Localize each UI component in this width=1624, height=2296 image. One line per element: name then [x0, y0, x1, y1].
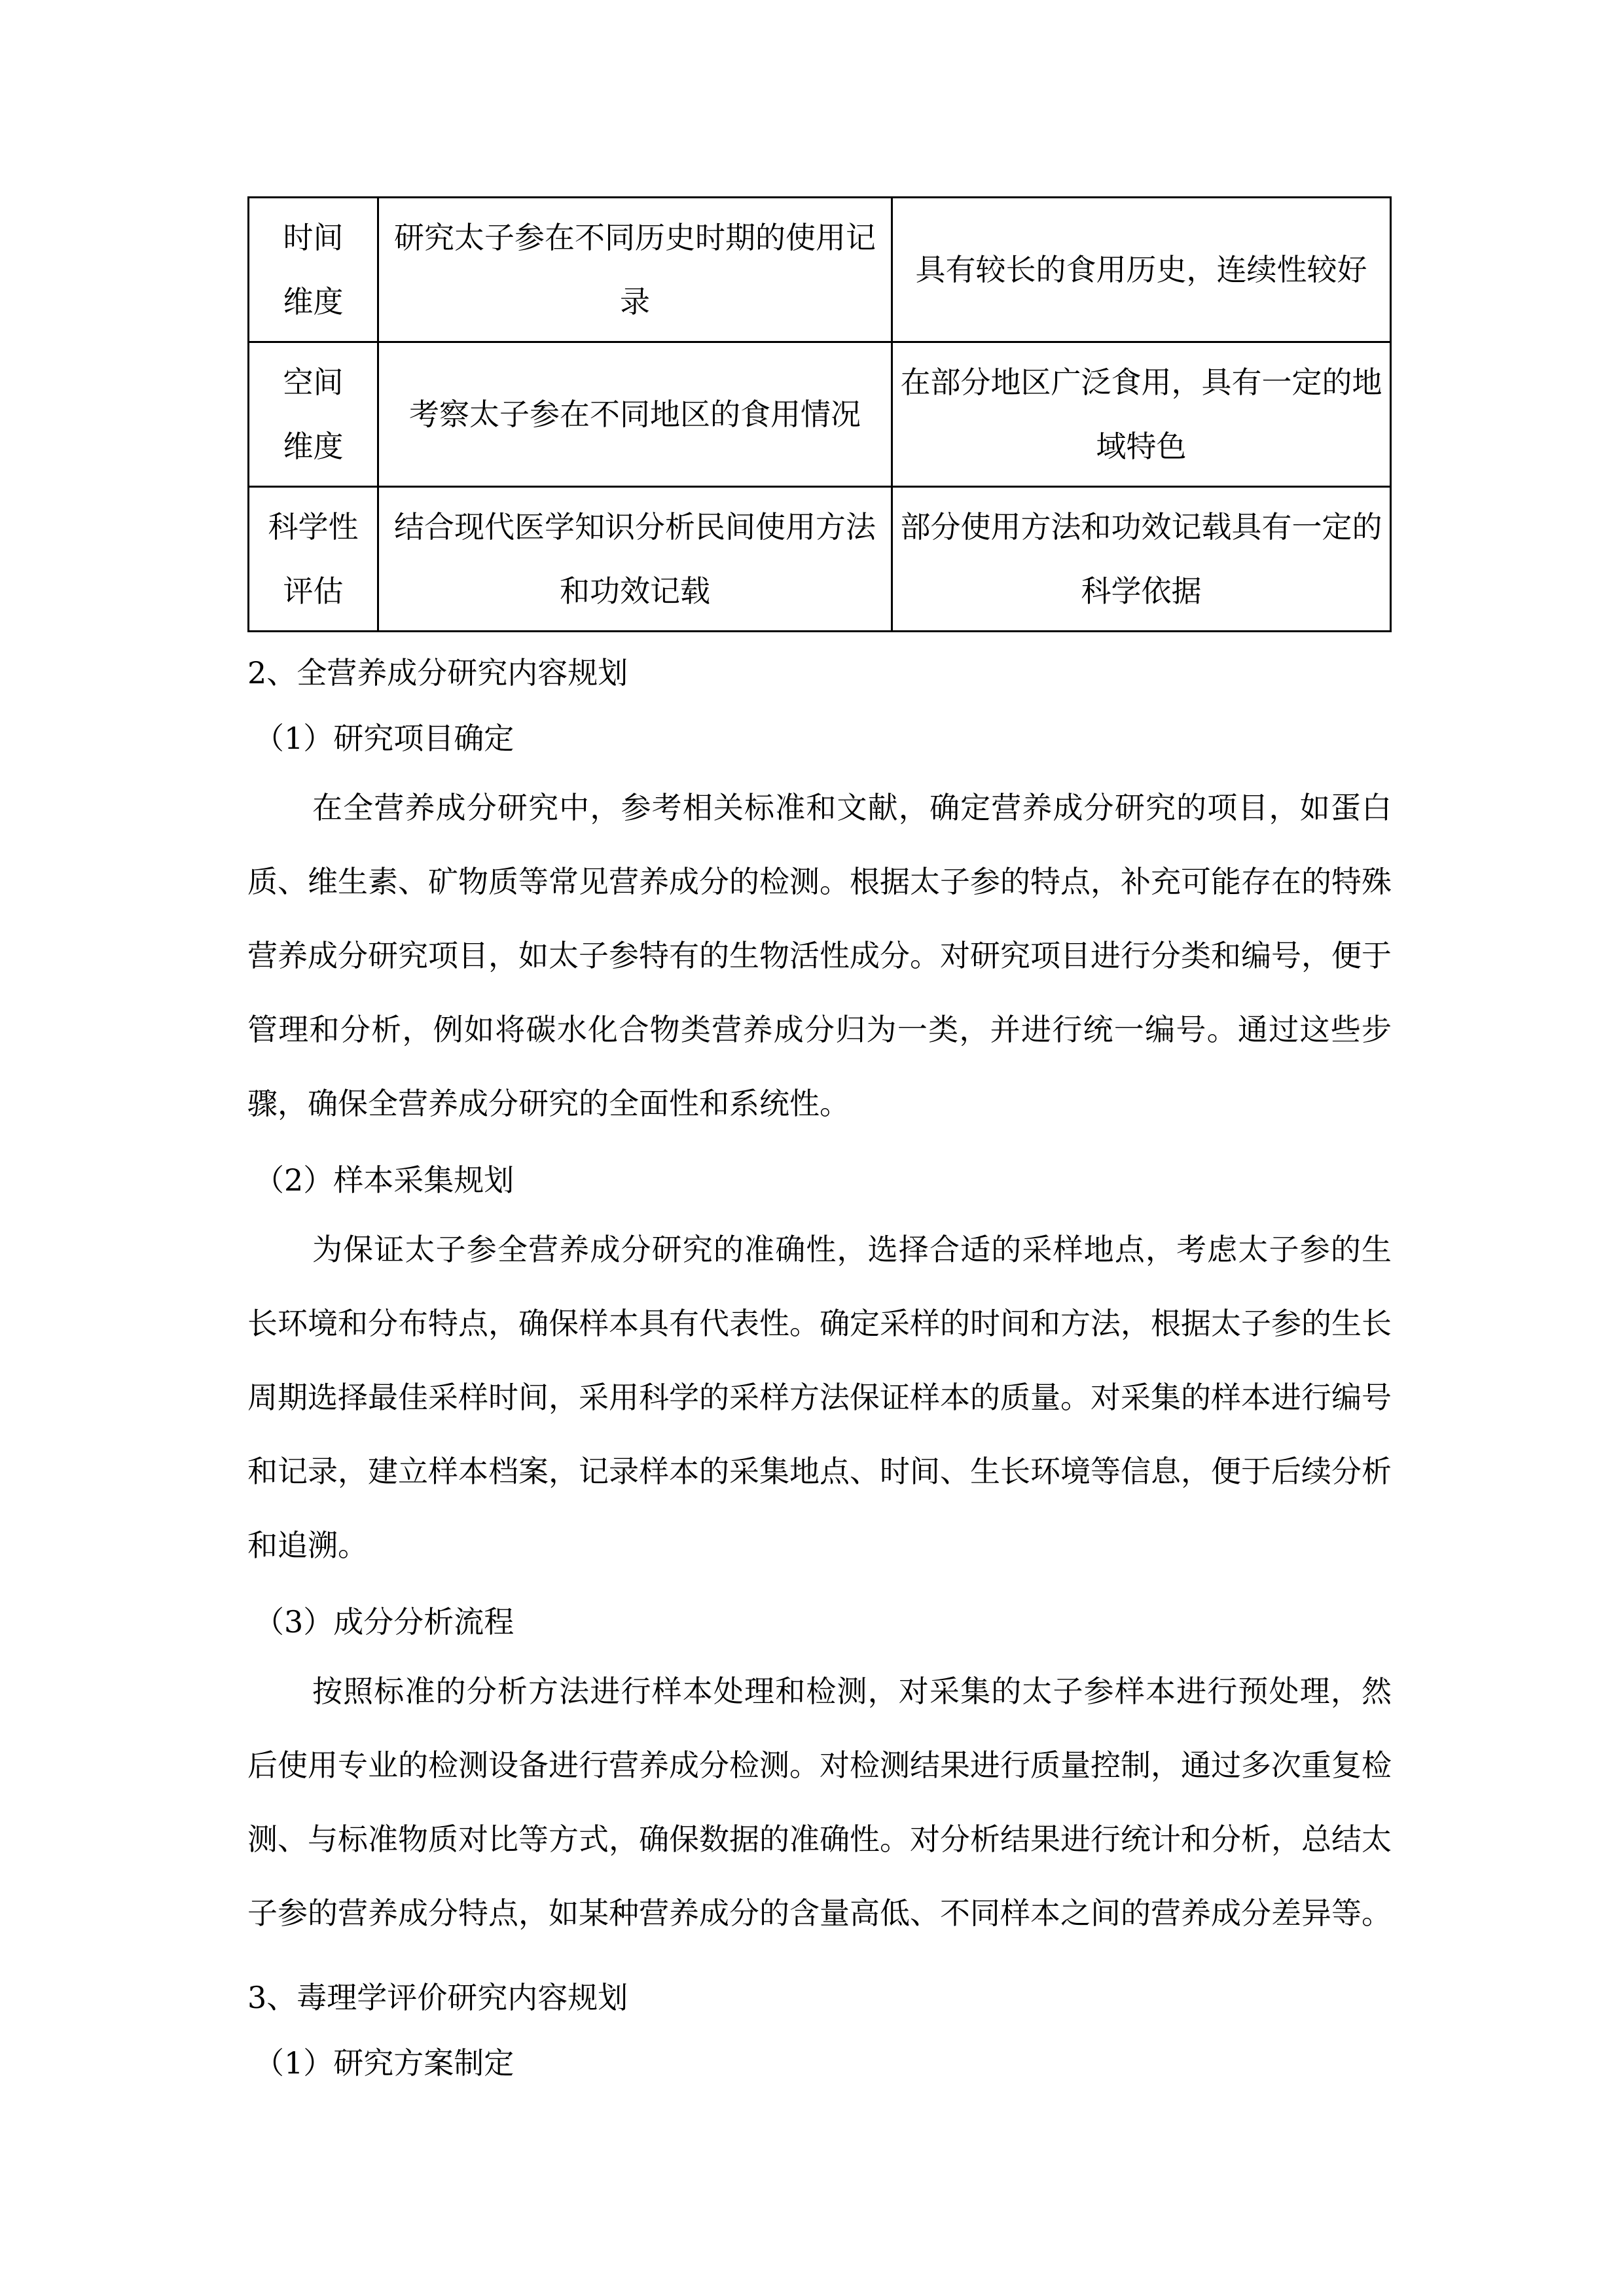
subsection-heading: （3）成分分析流程	[254, 1604, 514, 1640]
table-cell-method: 考察太子参在不同地区的食用情况	[378, 342, 892, 487]
paragraph: 在全营养成分研究中，参考相关标准和文献，确定营养成分研究的项目，如蛋白质、维生素、矿物质等常见营养成分的检测。根据太子参的特点，补充可能存在的特殊营养成分研究项目，如太子参特有的生物活性成分。对研究项目进行分类和编号，便于管理和分析，例如将碳水化合物类营养成分归为一类，并进行统一编号。通过这些步骤，确保全营养成分研究的全面性和系统性。	[247, 790, 1392, 1121]
table-cell-dimension: 科学性评估	[249, 487, 378, 632]
table-cell-result: 在部分地区广泛食用，具有一定的地域特色	[892, 342, 1391, 487]
table-cell-dimension: 时间维度	[249, 198, 378, 342]
table-cell-method: 结合现代医学知识分析民间使用方法和功效记载	[378, 487, 892, 632]
evaluation-table	[247, 196, 1392, 632]
table-cell-result: 部分使用方法和功效记载具有一定的科学依据	[892, 487, 1391, 632]
paragraph: 按照标准的分析方法进行样本处理和检测，对采集的太子参样本进行预处理，然后使用专业的检测设备进行营养成分检测。对检测结果进行质量控制，通过多次重复检测、与标准物质对比等方式，确保数据的准确性。对分析结果进行统计和分析，总结太子参的营养成分特点，如某种营养成分的含量高低、不同样本之间的营养成分差异等。	[247, 1674, 1392, 1931]
table-row	[249, 198, 1391, 342]
subsection-heading: （1）研究项目确定	[254, 721, 514, 756]
subsection-heading: （2）样本采集规划	[254, 1162, 514, 1198]
table-cell-dimension: 空间维度	[249, 342, 378, 487]
section-heading: 2、全营养成分研究内容规划	[247, 655, 628, 691]
paragraph: 为保证太子参全营养成分研究的准确性，选择合适的采样地点，考虑太子参的生长环境和分布特点，确保样本具有代表性。确定采样的时间和方法，根据太子参的生长周期选择最佳采样时间，采用科学的采样方法保证样本的质量。对采集的样本进行编号和记录，建立样本档案，记录样本的采集地点、时间、生长环境等信息，便于后续分析和追溯。	[247, 1232, 1392, 1563]
subsection-heading: （1）研究方案制定	[254, 2045, 514, 2081]
section-heading: 3、毒理学评价研究内容规划	[247, 1980, 628, 2015]
table-row	[249, 342, 1391, 487]
table-row	[249, 487, 1391, 632]
table-cell-result: 具有较长的食用历史，连续性较好	[892, 198, 1391, 342]
document-page	[247, 196, 1392, 2096]
table-cell-method: 研究太子参在不同历史时期的使用记录	[378, 198, 892, 342]
